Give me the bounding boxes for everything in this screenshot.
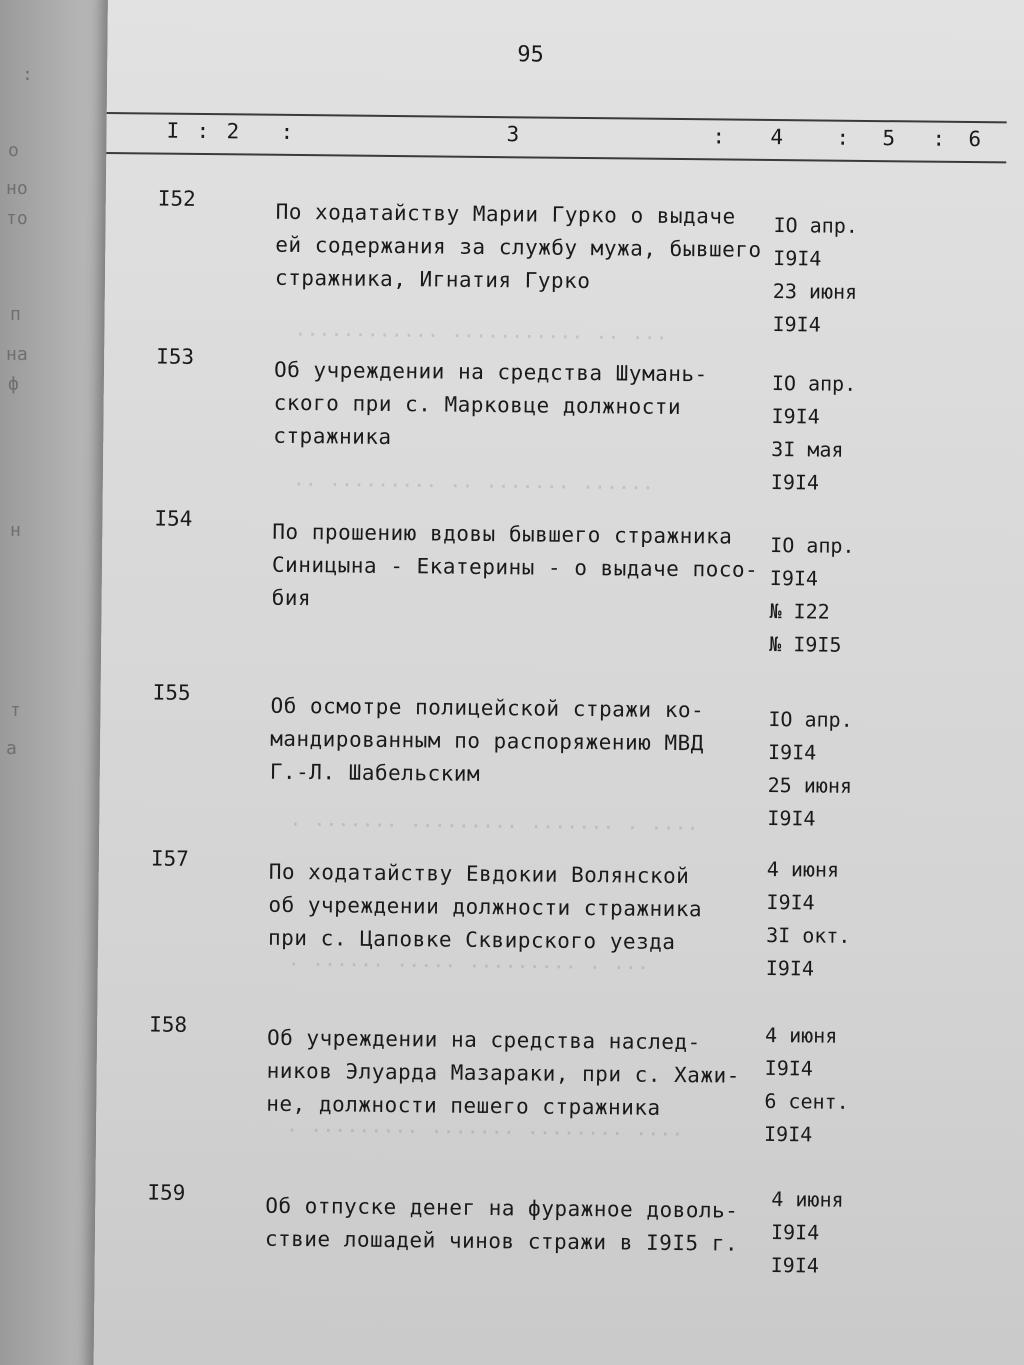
entry-title xyxy=(270,690,781,794)
entry-title-line: бия xyxy=(271,585,312,611)
bleed-through: ·· ········· ·· ······· ······ xyxy=(292,471,655,500)
list-item xyxy=(106,186,1006,337)
date-end: 23 июня xyxy=(772,278,858,304)
entry-title-line: стражника, Игнатия Гурко xyxy=(274,265,591,294)
list-item xyxy=(97,1012,997,1147)
entry-number: I54 xyxy=(154,506,193,531)
date-end-year: I9I4 xyxy=(770,469,820,495)
entry-title-line: стражника xyxy=(273,423,392,449)
column-separator: : xyxy=(932,126,946,151)
entry-number: I55 xyxy=(152,680,191,705)
underlying-mark: то xyxy=(6,208,28,229)
underlying-mark: но xyxy=(6,178,28,199)
underlying-mark: ф xyxy=(8,374,19,395)
bleed-through: ············ ··········· ·· ··· xyxy=(294,321,668,350)
entry-title-line: Синицына - Екатерины - о выдаче посо- xyxy=(271,552,759,582)
date-end: 3I окт. xyxy=(766,922,851,948)
date-start: IO апр. xyxy=(773,212,858,238)
entry-title-line: не, должности пешего стражника xyxy=(266,1091,661,1120)
header-rule-top xyxy=(107,112,1007,123)
date-start: IO апр. xyxy=(770,532,855,558)
date-end-year: I9I4 xyxy=(770,1253,819,1278)
entry-title-line: ей содержания за службу мужа, бывшего xyxy=(275,232,762,262)
underlying-mark: н xyxy=(10,520,21,541)
date-end: 3I мая xyxy=(771,436,844,462)
entry-title xyxy=(273,354,784,458)
underlying-mark: : xyxy=(22,64,33,85)
entry-title-line: об учреждении должности стражника xyxy=(268,892,703,922)
entry-title-line: мандированным по распоряжению МВД xyxy=(270,726,705,756)
date-start-year: I9I4 xyxy=(766,889,815,915)
date-end-year: I9I4 xyxy=(772,311,821,337)
column-header-2: 2 xyxy=(226,119,240,144)
underlying-mark: а xyxy=(6,738,17,759)
date-start: IO апр. xyxy=(768,706,853,732)
entry-title-line: ского при с. Марковце должности xyxy=(273,390,682,420)
column-separator: : xyxy=(196,118,210,144)
underlying-mark: т xyxy=(10,700,21,721)
underlying-mark: на xyxy=(6,344,28,365)
entry-title-line: Об отпуске денег на фуражное доволь- xyxy=(265,1193,739,1223)
entry-title-line: По ходатайству Евдокии Волянской xyxy=(268,859,690,889)
page-number: 95 xyxy=(517,42,544,68)
entry-title-line: Об осмотре полицейской стражи ко- xyxy=(270,693,705,723)
underlying-mark: о xyxy=(8,140,19,161)
entry-title xyxy=(268,856,779,960)
date-start-year: I9I4 xyxy=(764,1055,814,1081)
entry-title-line: при с. Цаповке Сквирского уезда xyxy=(267,925,676,954)
entry-dates xyxy=(764,1019,885,1152)
date-start: IO апр. xyxy=(771,370,857,396)
date-start-year: I9I4 xyxy=(767,739,817,765)
entry-title-line: ствие лошадей чинов стражи в I9I5 г. xyxy=(264,1226,739,1256)
bleed-through: · ······ ····· ········· · ··· xyxy=(287,951,650,980)
entry-title xyxy=(271,516,782,620)
column-separator: : xyxy=(280,119,294,144)
date-start: 4 июня xyxy=(764,1022,838,1048)
column-header-1: I xyxy=(166,118,180,143)
date-start-year: I9I4 xyxy=(769,565,819,591)
entry-number: I59 xyxy=(147,1180,186,1205)
entry-title-line: По ходатайству Марии Гурко о выдаче xyxy=(275,199,736,229)
entry-dates xyxy=(772,209,893,342)
column-header-5: 5 xyxy=(882,126,896,151)
date-end-year: I9I4 xyxy=(763,1121,813,1147)
entry-dates xyxy=(771,367,892,500)
entry-title xyxy=(275,196,786,300)
entry-title xyxy=(265,1190,776,1261)
entry-title-line: По прошению вдовы бывшего стражника xyxy=(272,519,733,549)
entry-title-line: Об учреждении на средства Шумань- xyxy=(273,357,708,387)
header-rule-bottom xyxy=(106,152,1006,163)
document-page xyxy=(93,0,1024,1365)
date-start: 4 июня xyxy=(766,856,840,882)
underlying-mark: п xyxy=(10,304,21,325)
entry-number: I58 xyxy=(149,1012,188,1037)
entry-title-line: Г.-Л. Шабельским xyxy=(269,759,481,786)
entry-dates xyxy=(767,703,888,836)
column-header-4: 4 xyxy=(770,124,784,150)
entry-dates xyxy=(771,1183,892,1283)
list-item xyxy=(101,680,1001,831)
date-end: № I22 xyxy=(769,598,830,624)
entry-number: I52 xyxy=(157,186,196,211)
date-end-year: № I9I5 xyxy=(769,631,842,657)
list-item xyxy=(99,846,999,981)
entry-number: I57 xyxy=(150,846,189,871)
column-header-3: 3 xyxy=(506,122,520,147)
list-item xyxy=(96,1180,996,1278)
entry-dates xyxy=(766,853,887,986)
date-end: 6 сент. xyxy=(764,1088,849,1114)
list-item xyxy=(103,506,1003,657)
bleed-through: · ······· ········· ······· · ···· xyxy=(289,811,699,841)
entry-title xyxy=(266,1022,777,1126)
entry-title-line: ников Элуарда Мазараки, при с. Хажи- xyxy=(266,1058,740,1088)
column-separator: : xyxy=(836,125,850,150)
date-end-year: I9I4 xyxy=(765,955,815,981)
bleed-through: · ········· ······· ········ ···· xyxy=(285,1117,684,1147)
date-end-year: I9I4 xyxy=(767,805,816,831)
date-start: 4 июня xyxy=(771,1187,844,1212)
date-start-year: I9I4 xyxy=(773,245,822,271)
entry-title-line: Об учреждении на средства наслед- xyxy=(266,1025,701,1055)
date-end: 25 июня xyxy=(767,772,853,798)
column-separator: : xyxy=(712,124,726,149)
date-start-year: I9I4 xyxy=(771,403,820,429)
entry-number: I53 xyxy=(156,344,195,369)
entry-dates xyxy=(769,529,890,662)
column-header-6: 6 xyxy=(968,127,982,152)
date-start-year: I9I4 xyxy=(770,1220,820,1245)
